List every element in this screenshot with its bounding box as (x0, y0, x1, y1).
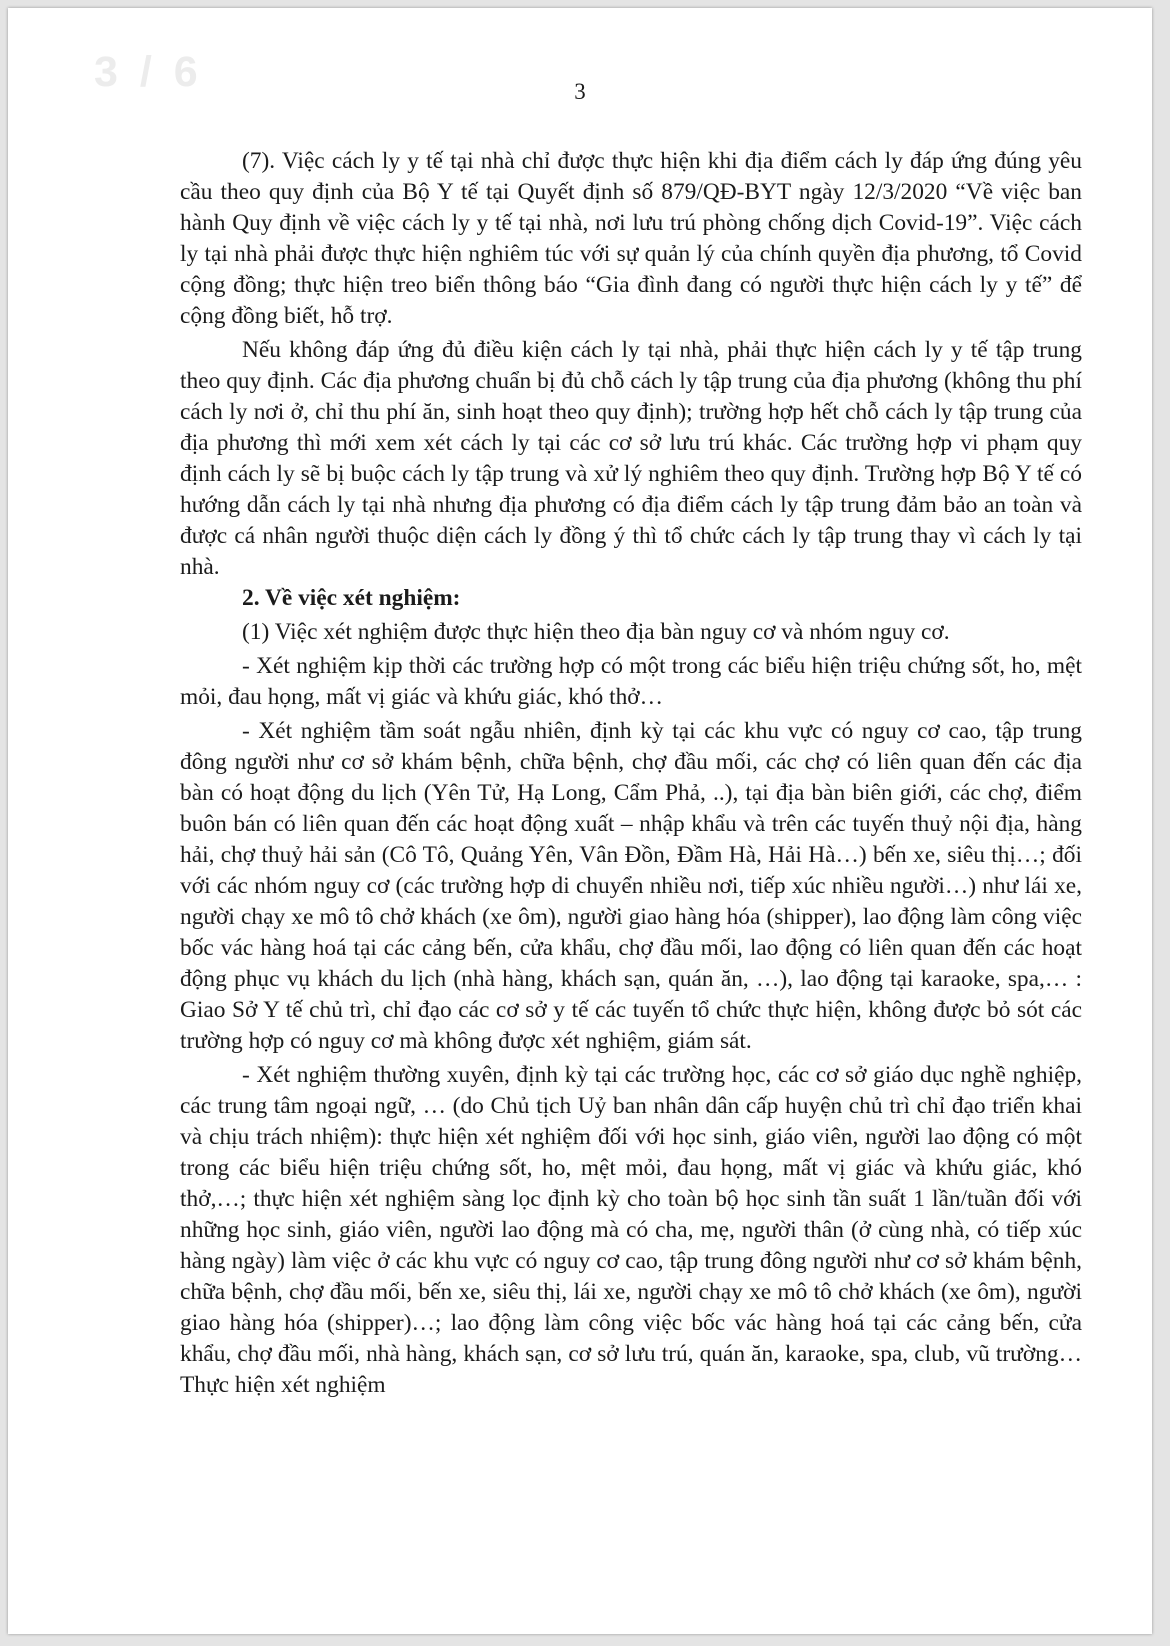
bullet-timely-testing: - Xét nghiệm kịp thời các trường hợp có một trong các biểu hiện triệu chứng sốt, ho, mệt mỏi, đau họng, mất vị giác và khứu giác, khó thở… (180, 653, 1082, 710)
paragraph-home-isolation: (7). Việc cách ly y tế tại nhà chỉ được thực hiện khi địa điểm cách ly đáp ứng đúng yêu cầu theo quy định của Bộ Y tế tại Quyết định số 879/QĐ-BYT ngày 12/3/2020 “Về việc ban hành Quy định về việc cách ly y tế tại nhà, nơi lưu trú phòng chống dịch Covid-19”. Việc cách ly tại nhà phải được thực hiện nghiêm túc với sự quản lý của chính quyền địa phương, tổ Covid cộng đồng; thực hiện treo biển thông báo “Gia đình đang có người thực hiện cách ly y tế” để cộng đồng biết, hỗ trợ. (180, 148, 1082, 329)
page-number: 3 (574, 79, 586, 104)
document-page (8, 8, 1152, 1634)
section-heading-testing: 2. Về việc xét nghiệm: (242, 585, 461, 611)
bullet-school-testing: - Xét nghiệm thường xuyên, định kỳ tại các trường học, các cơ sở giáo dục nghề nghiệp, các trung tâm ngoại ngữ, … (do Chủ tịch Uỷ ban nhân dân cấp huyện chủ trì chỉ đạo triển khai và chịu trách nhiệm): thực hiện xét nghiệm đối với học sinh, giáo viên, người lao động có một trong các biểu hiện triệu chứng sốt, ho, mệt mỏi, đau họng, mất vị giác và khứu giác, khó thở,…; thực hiện xét nghiệm sàng lọc định kỳ cho toàn bộ học sinh tần suất 1 lần/tuần đối với những học sinh, giáo viên, người lao động mà có cha, mẹ, người thân (ở cùng nhà, có tiếp xúc hàng ngày) làm việc ở các khu vực có nguy cơ cao, tập trung đông người như cơ sở khám bệnh, chữa bệnh, chợ đầu mối, bến xe, siêu thị, lái xe, người chạy xe mô tô chở khách (xe ôm), người giao hàng hóa (shipper)…; lao động làm công việc bốc vác hàng hoá tại các cảng bến, cửa khẩu, chợ đầu mối, nhà hàng, khách sạn, cơ sở lưu trú, quán ăn, karaoke, spa, club, vũ trường… Thực hiện xét nghiệm (180, 1062, 1082, 1398)
page-indicator: 3 / 6 (94, 48, 203, 96)
paragraph-testing-scope: (1) Việc xét nghiệm được thực hiện theo địa bàn nguy cơ và nhóm nguy cơ. (242, 619, 950, 645)
paragraph-concentrated-isolation: Nếu không đáp ứng đủ điều kiện cách ly tại nhà, phải thực hiện cách ly y tế tập trung theo quy định. Các địa phương chuẩn bị đủ chỗ cách ly tập trung của địa phương (không thu phí cách ly nơi ở, chỉ thu phí ăn, sinh hoạt theo quy định); trường hợp hết chỗ cách ly tập trung của địa phương thì mới xem xét cách ly tại các cơ sở lưu trú khác. Các trường hợp vi phạm quy định cách ly sẽ bị buộc cách ly tập trung và xử lý nghiêm theo quy định. Trường hợp Bộ Y tế có hướng dẫn cách ly tại nhà nhưng địa phương có địa điểm cách ly tập trung đảm bảo an toàn và được cá nhân người thuộc diện cách ly đồng ý thì tổ chức cách ly tập trung thay vì cách ly tại nhà. (180, 337, 1082, 580)
bullet-random-screening: - Xét nghiệm tầm soát ngẫu nhiên, định kỳ tại các khu vực có nguy cơ cao, tập trung đông người như cơ sở khám bệnh, chữa bệnh, chợ đầu mối, các chợ có liên quan đến các địa bàn có hoạt động du lịch (Yên Tử, Hạ Long, Cẩm Phả, ..), tại địa bàn biên giới, các chợ, điểm buôn bán có liên quan đến các hoạt động xuất – nhập khẩu và trên các tuyến thuỷ nội địa, hàng hải, chợ thuỷ hải sản (Cô Tô, Quảng Yên, Vân Đồn, Đầm Hà, Hải Hà…) bến xe, siêu thị…; đối với các nhóm nguy cơ (các trường hợp di chuyển nhiều nơi, tiếp xúc nhiều người…) như lái xe, người chạy xe mô tô chở khách (xe ôm), người giao hàng hóa (shipper), lao động làm công việc bốc vác hàng hoá tại các cảng bến, cửa khẩu, chợ đầu mối, lao động có liên quan đến các hoạt động phục vụ khách du lịch (nhà hàng, khách sạn, quán ăn, …), lao động tại karaoke, spa,… : Giao Sở Y tế chủ trì, chỉ đạo các cơ sở y tế các tuyến tổ chức thực hiện, không được bỏ sót các trường hợp có nguy cơ mà không được xét nghiệm, giám sát. (180, 718, 1082, 1054)
document-body (180, 146, 1082, 1401)
